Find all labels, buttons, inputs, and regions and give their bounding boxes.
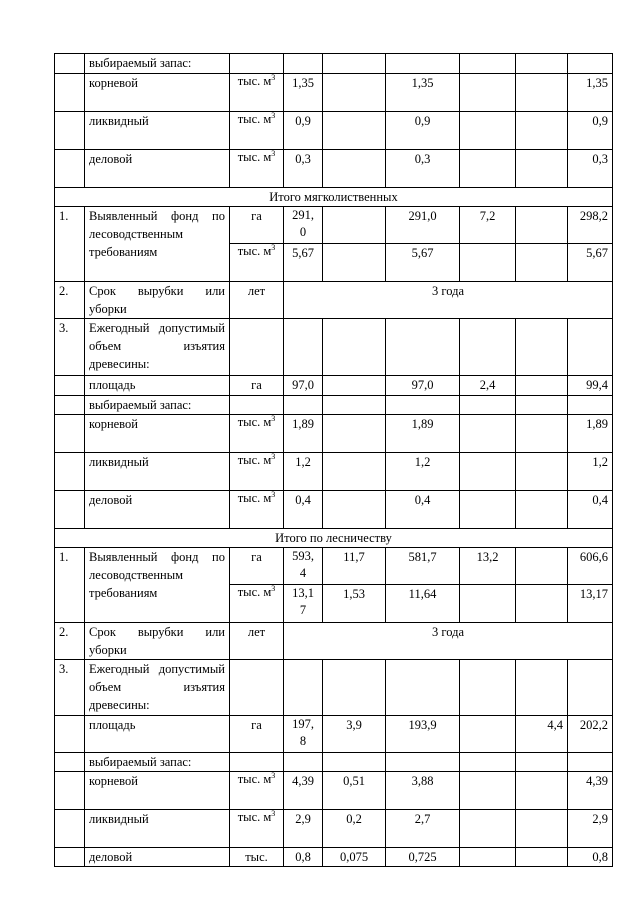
row-label: Ежегодный допустимый объем изъятия древесины: <box>85 319 230 376</box>
section-title: Итого по лесничеству <box>55 529 613 548</box>
row-number <box>55 54 85 74</box>
unit-cell: га <box>230 716 284 753</box>
section-title: Итого мягколиственных <box>55 188 613 207</box>
row-number: 1. <box>55 207 85 282</box>
value-cell: 2,4 <box>460 376 516 396</box>
value-cell: 4,39 <box>284 772 323 810</box>
span-value-cell: 3 года <box>284 623 613 660</box>
table-row <box>55 319 613 376</box>
unit-cell: тыс. $м^3$ <box>230 244 284 282</box>
table-row <box>55 112 613 150</box>
table-row <box>55 74 613 112</box>
unit-cell: тыс. $м^3$ <box>230 112 284 150</box>
row-label: Выявленный фонд по лесоводственным требованиям <box>85 207 230 282</box>
row-label: выбираемый запас: <box>85 54 230 74</box>
value-cell: 0,51 <box>323 772 386 810</box>
value-cell: 4,39 <box>568 772 613 810</box>
value-cell: 0,9 <box>386 112 460 150</box>
span-value-cell: 3 года <box>284 282 613 319</box>
table-row <box>55 848 613 867</box>
value-cell: 97,0 <box>386 376 460 396</box>
row-label: площадь <box>85 716 230 753</box>
row-label: ликвидный <box>85 453 230 491</box>
table-row <box>55 810 613 848</box>
value-cell: 1,89 <box>284 415 323 453</box>
unit-cell: га <box>230 548 284 585</box>
table-row <box>55 376 613 396</box>
row-label: выбираемый запас: <box>85 396 230 415</box>
value-cell: 13,1 7 <box>284 585 323 623</box>
value-cell: 1,89 <box>568 415 613 453</box>
table-row <box>55 415 613 453</box>
value-cell: 0,075 <box>323 848 386 867</box>
unit-cell: тыс. $м^3$ <box>230 810 284 848</box>
unit-cell: тыс. $м^3$ <box>230 772 284 810</box>
value-cell: 581,7 <box>386 548 460 585</box>
forest-table <box>54 53 613 867</box>
value-cell: 291,0 <box>386 207 460 244</box>
value-cell: 0,4 <box>284 491 323 529</box>
value-cell: 1,89 <box>386 415 460 453</box>
section-header-row <box>55 188 613 207</box>
row-label: Срок вырубки или уборки <box>85 282 230 319</box>
value-cell: 0,3 <box>284 150 323 188</box>
table-row <box>55 150 613 188</box>
section-header-row <box>55 529 613 548</box>
unit-cell: га <box>230 207 284 244</box>
unit-cell: тыс. <box>230 848 284 867</box>
row-label: Ежегодный допустимый объем изъятия древесины: <box>85 660 230 716</box>
value-cell: 11,7 <box>323 548 386 585</box>
table-row <box>55 54 613 74</box>
row-label: ликвидный <box>85 112 230 150</box>
value-cell: 0,9 <box>284 112 323 150</box>
value-cell: 4,4 <box>516 716 568 753</box>
row-number: 2. <box>55 282 85 319</box>
unit-cell: тыс. $м^3$ <box>230 74 284 112</box>
value-cell: 5,67 <box>284 244 323 282</box>
value-cell: 1,35 <box>386 74 460 112</box>
table-row <box>55 753 613 772</box>
value-cell: 1,35 <box>284 74 323 112</box>
value-cell: 3,88 <box>386 772 460 810</box>
table-row <box>55 548 613 585</box>
unit-cell: тыс. $м^3$ <box>230 585 284 623</box>
value-cell: 5,67 <box>568 244 613 282</box>
row-label: деловой <box>85 491 230 529</box>
value-cell: 7,2 <box>460 207 516 244</box>
value-cell: 606,6 <box>568 548 613 585</box>
row-label: корневой <box>85 772 230 810</box>
value-cell: 2,9 <box>284 810 323 848</box>
value-cell: 2,9 <box>568 810 613 848</box>
row-label: деловой <box>85 150 230 188</box>
value-cell: 97,0 <box>284 376 323 396</box>
value-cell: 1,35 <box>568 74 613 112</box>
table-row <box>55 453 613 491</box>
row-label: корневой <box>85 74 230 112</box>
row-label: Выявленный фонд по лесоводственным требованиям <box>85 548 230 623</box>
row-number: 1. <box>55 548 85 623</box>
unit-cell: тыс. $м^3$ <box>230 415 284 453</box>
value-cell: 0,4 <box>568 491 613 529</box>
value-cell: 0,4 <box>386 491 460 529</box>
table-row <box>55 207 613 244</box>
value-cell: 202,2 <box>568 716 613 753</box>
value-cell: 0,9 <box>568 112 613 150</box>
value-cell: 298,2 <box>568 207 613 244</box>
unit-cell: тыс. $м^3$ <box>230 453 284 491</box>
value-cell: 99,4 <box>568 376 613 396</box>
value-cell: 0,8 <box>568 848 613 867</box>
unit-cell: лет <box>230 623 284 660</box>
value-cell: 193,9 <box>386 716 460 753</box>
table-row <box>55 660 613 716</box>
table-row <box>55 396 613 415</box>
row-label: выбираемый запас: <box>85 753 230 772</box>
row-label: площадь <box>85 376 230 396</box>
table-row <box>55 491 613 529</box>
table-row <box>55 282 613 319</box>
row-number: 3. <box>55 660 85 716</box>
value-cell: 13,17 <box>568 585 613 623</box>
value-cell: 0,3 <box>568 150 613 188</box>
value-cell: 197, 8 <box>284 716 323 753</box>
value-cell: 1,53 <box>323 585 386 623</box>
value-cell: 1,2 <box>386 453 460 491</box>
value-cell: 0,2 <box>323 810 386 848</box>
row-label: деловой <box>85 848 230 867</box>
unit-cell: тыс. $м^3$ <box>230 150 284 188</box>
unit-cell: лет <box>230 282 284 319</box>
value-cell: 1,2 <box>284 453 323 491</box>
value-cell: 0,3 <box>386 150 460 188</box>
unit-cell: га <box>230 376 284 396</box>
table-row <box>55 716 613 753</box>
value-cell: 13,2 <box>460 548 516 585</box>
value-cell: 2,7 <box>386 810 460 848</box>
row-number: 3. <box>55 319 85 376</box>
row-label: ликвидный <box>85 810 230 848</box>
value-cell: 5,67 <box>386 244 460 282</box>
table-row <box>55 623 613 660</box>
unit-cell: тыс. $м^3$ <box>230 491 284 529</box>
value-cell: 291, 0 <box>284 207 323 244</box>
value-cell: 11,64 <box>386 585 460 623</box>
value-cell: 593, 4 <box>284 548 323 585</box>
row-label: корневой <box>85 415 230 453</box>
row-number: 2. <box>55 623 85 660</box>
row-label: Срок вырубки или уборки <box>85 623 230 660</box>
table-row <box>55 772 613 810</box>
value-cell: 0,725 <box>386 848 460 867</box>
value-cell: 0,8 <box>284 848 323 867</box>
value-cell: 1,2 <box>568 453 613 491</box>
value-cell: 3,9 <box>323 716 386 753</box>
